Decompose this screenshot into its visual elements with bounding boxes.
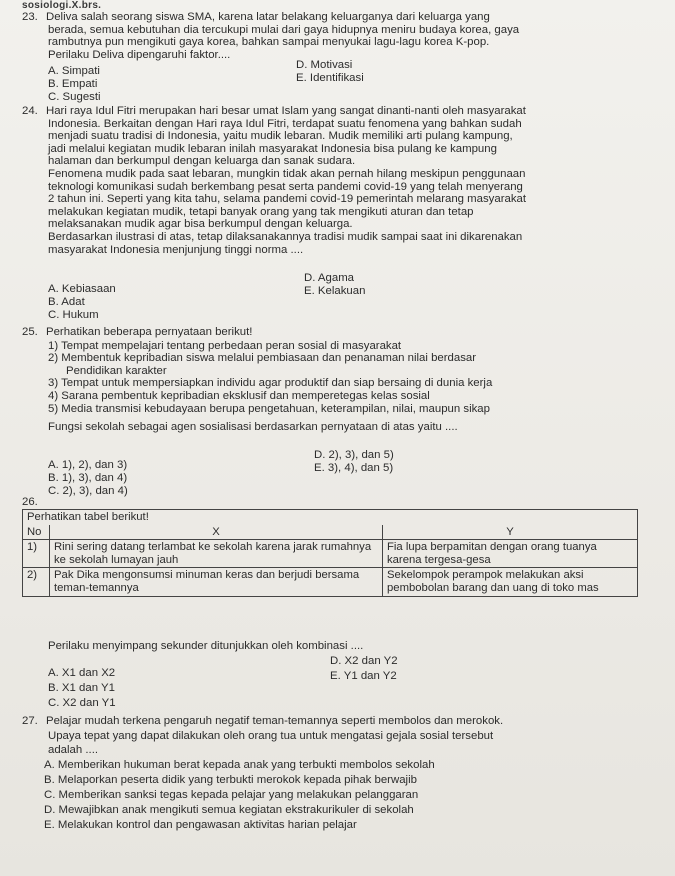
- option-b[interactable]: B. Melaporkan peserta didik yang terbukti merokok kepada pihak berwajib: [44, 774, 417, 786]
- question-text-line: adalah ....: [48, 744, 99, 757]
- option-a[interactable]: A. Memberikan hukuman berat kepada anak yang terbukti membolos sekolah: [44, 759, 435, 771]
- option-a[interactable]: A. 1), 2), dan 3): [48, 459, 128, 471]
- question-text-line: masyarakat Indonesia menjunjung tinggi norma ....: [48, 243, 304, 256]
- cell-x2: Pak Dika mengonsumsi minuman keras dan berjudi bersama teman-temannya: [50, 568, 383, 596]
- question-number: 23.: [22, 11, 38, 23]
- option-a[interactable]: A. Kebiasaan: [48, 283, 116, 295]
- question-number: 24.: [22, 105, 38, 117]
- question-25: [22, 326, 662, 434]
- question-text-line: Indonesia. Berkaitan dengan Hari raya Idul Fitri, terdapat suatu fenomena yang bahkan sudah: [48, 117, 522, 130]
- question-number: 26.: [22, 496, 38, 508]
- cell-y1: Fia lupa berpamitan dengan orang tuanya karena tergesa-gesa: [383, 540, 638, 568]
- col-header-no: No: [23, 525, 50, 540]
- cell-x1: Rini sering datang terlambat ke sekolah karena jarak rumahnya ke sekolah lumayan jauh: [50, 540, 383, 568]
- option-d[interactable]: D. Motivasi: [296, 59, 353, 71]
- row-number: 1): [23, 540, 50, 568]
- statement-5: 5) Media transmisi kebudayaan berupa pengetahuan, keterampilan, nilai, maupun sikap: [48, 402, 490, 415]
- option-e[interactable]: E. Melakukan kontrol dan pengawasan aktivitas harian pelajar: [44, 819, 357, 831]
- option-a[interactable]: A. X1 dan X2: [48, 667, 116, 679]
- col-header-y: Y: [383, 525, 638, 540]
- question-text-line: Upaya tepat yang dapat dilakukan oleh orang tua untuk mengatasi gejala sosial tersebut: [48, 729, 494, 742]
- question-text-line: Berdasarkan ilustrasi di atas, tetap dilaksanakannya tradisi mudik sampai saat ini dikarenakan: [48, 230, 523, 243]
- question-prompt: Fungsi sekolah sebagai agen sosialisasi berdasarkan pernyataan di atas yaitu ....: [48, 421, 458, 434]
- option-c[interactable]: C. Memberikan sanksi tegas kepada pelajar yang melakukan pelanggaran: [44, 789, 419, 801]
- table-intro-row: [23, 510, 638, 525]
- question-text-line: menjadi suatu tradisi di Indonesia, yaitu mudik lebaran. Mudik memiliki arti pulang kampung,: [48, 130, 513, 143]
- option-a[interactable]: A. Simpati: [48, 65, 100, 77]
- question-23: [22, 11, 662, 61]
- question-text-line: rambutnya pun mengikuti gaya korea, bahkan sampai menyukai lagu-lagu korea K-pop.: [48, 36, 490, 49]
- option-e[interactable]: E. Kelakuan: [304, 285, 366, 297]
- table-header-row: [23, 525, 638, 540]
- option-b[interactable]: B. Empati: [48, 78, 98, 90]
- option-c[interactable]: C. Hukum: [48, 309, 99, 321]
- question-text-line: Fenomena mudik pada saat lebaran, mungkin tidak akan pernah hilang meskipun penggunaan: [48, 167, 526, 180]
- question-number: 27.: [22, 715, 38, 727]
- option-c[interactable]: C. 2), 3), dan 4): [48, 485, 128, 497]
- question-text-line: melakukan kegiatan mudik, tetapi banyak orang yang tak mengikuti aturan dan tetap: [48, 205, 474, 218]
- table-intro: Perhatikan tabel berikut!: [23, 510, 638, 525]
- cell-y2: Sekelompok perampok melakukan aksi pembobolan barang dan uang di toko mas: [383, 568, 638, 596]
- question-24: [22, 105, 662, 256]
- page-header: sosiologi.X.brs.: [22, 0, 102, 11]
- option-e[interactable]: E. Identifikasi: [296, 72, 364, 84]
- question-text-line: Deliva salah seorang siswa SMA, karena latar belakang keluarganya dari keluarga yang: [46, 11, 490, 23]
- question-number: 25.: [22, 326, 38, 338]
- option-b[interactable]: B. X1 dan Y1: [48, 682, 115, 694]
- question-26: [22, 496, 662, 509]
- question-text-line: Perilaku Deliva dipengaruhi faktor....: [48, 48, 231, 61]
- option-e[interactable]: E. Y1 dan Y2: [330, 670, 397, 682]
- question-27: [22, 715, 662, 757]
- option-c[interactable]: C. X2 dan Y1: [48, 697, 116, 709]
- statement-2-cont: Pendidikan karakter: [66, 364, 167, 377]
- option-d[interactable]: D. Agama: [304, 272, 355, 284]
- option-c[interactable]: C. Sugesti: [48, 91, 101, 103]
- question-intro: Perhatikan beberapa pernyataan berikut!: [46, 326, 253, 338]
- question-text-line: Hari raya Idul Fitri merupakan hari besar umat Islam yang sangat dinanti-nanti oleh masyarakat: [46, 105, 526, 117]
- row-number: 2): [23, 568, 50, 596]
- option-d[interactable]: D. 2), 3), dan 5): [314, 449, 394, 461]
- behavior-table: [22, 509, 638, 597]
- table-row: [23, 568, 638, 596]
- statement-4: 4) Sarana pembentuk kepribadian eksklusif dan memperetegas kelas sosial: [48, 389, 430, 402]
- statement-2: 2) Membentuk kepribadian siswa melalui pembiasaan dan penanaman nilai berdasar: [48, 352, 477, 365]
- option-b[interactable]: B. 1), 3), dan 4): [48, 472, 128, 484]
- question-text-line: halaman dan berkumpul dengan keluarga dan sanak sudara.: [48, 155, 356, 168]
- col-header-x: X: [50, 525, 383, 540]
- question-26-prompt-wrap: [22, 640, 662, 653]
- option-d[interactable]: D. Mewajibkan anak mengikuti semua kegiatan ekstrakurikuler di sekolah: [44, 804, 414, 816]
- question-text-line: berada, semua kebutuhan dia tercukupi mulai dari gaya hidupnya meniru budaya korea, gaya: [48, 23, 520, 36]
- option-d[interactable]: D. X2 dan Y2: [330, 655, 398, 667]
- option-e[interactable]: E. 3), 4), dan 5): [314, 462, 394, 474]
- question-text-line: jadi melalui kegiatan mudik lebaran inilah masyarakat Indonesia bisa pulang ke kampung: [48, 142, 497, 155]
- question-text-line: melaksanakan mudik agar bisa berkumpul dengan keluarga.: [48, 218, 353, 231]
- table-row: [23, 540, 638, 568]
- statement-3: 3) Tempat untuk mempersiapkan individu agar produktif dan siap bersaing di dunia kerja: [48, 377, 493, 390]
- question-text-line: Pelajar mudah terkena pengaruh negatif teman-temannya seperti membolos dan merokok.: [46, 715, 504, 727]
- question-prompt: Perilaku menyimpang sekunder ditunjukkan oleh kombinasi ....: [48, 640, 364, 652]
- statement-1: 1) Tempat mempelajari tentang perbedaan peran sosial di masyarakat: [48, 339, 402, 352]
- question-text-line: 2 tahun ini. Seperti yang kita tahu, selama pandemi covid-19 pemerintah melarang masyarakat: [48, 193, 527, 206]
- question-text-line: teknologi komunikasi sudah berkembang pesat serta pandemi covid-19 yang telah menyerang: [48, 180, 523, 193]
- option-b[interactable]: B. Adat: [48, 296, 85, 308]
